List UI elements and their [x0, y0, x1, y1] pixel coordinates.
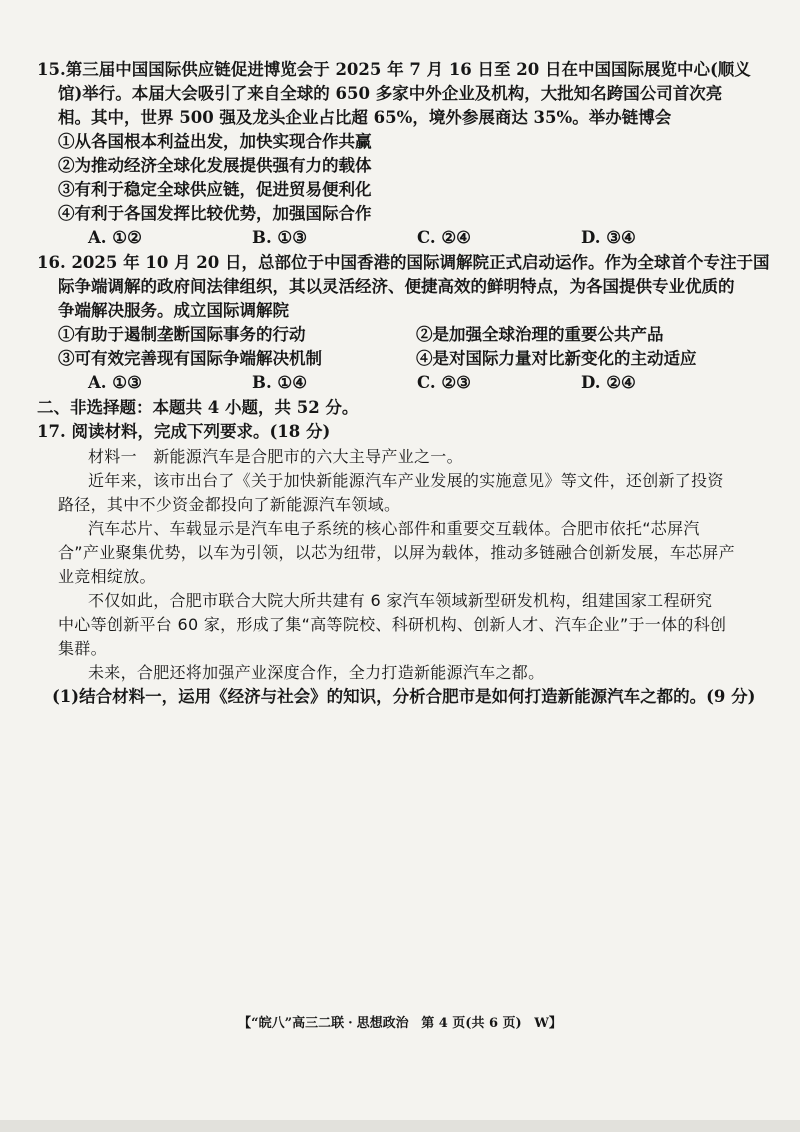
q16-statement-4: ④是对国际力量对比新变化的主动适应 — [416, 349, 697, 368]
q15-option-b: B. ①③ — [252, 228, 308, 247]
scan-bottom-edge — [0, 1120, 800, 1132]
q16-option-b: B. ①④ — [252, 373, 308, 392]
q15-statement-1: ①从各国根本利益出发，加快实现合作共赢 — [58, 132, 372, 151]
footer-page-number: 第 4 页(共 6 页) — [421, 1016, 522, 1031]
q17-intro: 17. 阅读材料，完成下列要求。(18 分) — [37, 422, 331, 441]
q15-option-c: C. ②④ — [417, 228, 471, 247]
material-paragraph-line: 近年来，该市出台了《关于加快新能源汽车产业发展的实施意见》等文件，还创新了投资 — [88, 471, 724, 490]
q16-option-a: A. ①③ — [88, 373, 142, 392]
q15-option-a: A. ①② — [88, 228, 142, 247]
q16-option-d: D. ②④ — [581, 373, 636, 392]
material-paragraph-line: 路径，其中不少资金都投向了新能源汽车领域。 — [58, 495, 401, 514]
q15-stem-line-2: 馆)举行。本届大会吸引了来自全球的 650 多家中外企业及机构，大批知名跨国公司首次亮 — [58, 84, 723, 103]
material-paragraph-line: 汽车芯片、车载显示是汽车电子系统的核心部件和重要交互载体。合肥市依托“芯屏汽 — [88, 519, 700, 538]
footer-series: 【“皖八”高三二联 — [238, 1016, 345, 1031]
q16-statement-1: ①有助于遏制垄断国际事务的行动 — [58, 325, 306, 344]
q17-subquestion-1: (1)结合材料一，运用《经济与社会》的知识，分析合肥市是如何打造新能源汽车之都的。(9 分) — [52, 687, 756, 706]
material-paragraph-line: 业竞相绽放。 — [58, 567, 156, 586]
q16-statement-2: ②是加强全球治理的重要公共产品 — [416, 325, 664, 344]
page-footer: 【“皖八”高三二联 · 思想政治 第 4 页(共 6 页) W】 — [238, 1016, 562, 1031]
q15-stem-line-3: 相。其中，世界 500 强及龙头企业占比超 65%，境外参展商达 35%。举办链博会 — [58, 108, 672, 127]
q16-statement-3: ③可有效完善现有国际争端解决机制 — [58, 349, 322, 368]
q16-stem-line-2: 际争端调解的政府间法律组织，其以灵活经济、便捷高效的鲜明特点，为各国提供专业优质的 — [58, 277, 735, 296]
q16-stem-line-3: 争端解决服务。成立国际调解院 — [58, 301, 289, 320]
material-title: 材料一 新能源汽车是合肥市的六大主导产业之一。 — [88, 447, 463, 466]
footer-subject: 思想政治 — [356, 1016, 409, 1031]
material-paragraph-line: 未来，合肥还将加强产业深度合作，全力打造新能源汽车之都。 — [88, 663, 545, 682]
material-paragraph-line: 不仅如此，合肥市联合大院大所共建有 6 家汽车领域新型研发机构，组建国家工程研究 — [88, 591, 713, 610]
q15-option-d: D. ③④ — [581, 228, 636, 247]
q16-option-c: C. ②③ — [417, 373, 471, 392]
q16-stem-line-1: 16. 2025 年 10 月 20 日，总部位于中国香港的国际调解院正式启动运作。作为全球首个专注于国 — [37, 253, 770, 272]
q15-statement-2: ②为推动经济全球化发展提供强有力的载体 — [58, 156, 372, 175]
material-paragraph-line: 合”产业聚集优势，以车为引领，以芯为纽带，以屏为载体，推动多链融合创新发展，车芯屏产 — [58, 543, 735, 562]
section-heading: 二、非选择题：本题共 4 小题，共 52 分。 — [37, 398, 359, 417]
material-paragraph-line: 中心等创新平台 60 家，形成了集“高等院校、科研机构、创新人才、汽车企业”于一体的科创 — [58, 615, 727, 634]
material-paragraph-line: 集群。 — [58, 639, 107, 658]
footer-code: W】 — [534, 1016, 562, 1031]
q15-stem-line-1: 15.第三届中国国际供应链促进博览会于 2025 年 7 月 16 日至 20 日在中国国际展览中心(顺义 — [37, 60, 751, 79]
q15-statement-3: ③有利于稳定全球供应链，促进贸易便利化 — [58, 180, 372, 199]
q15-statement-4: ④有利于各国发挥比较优势，加强国际合作 — [58, 204, 372, 223]
